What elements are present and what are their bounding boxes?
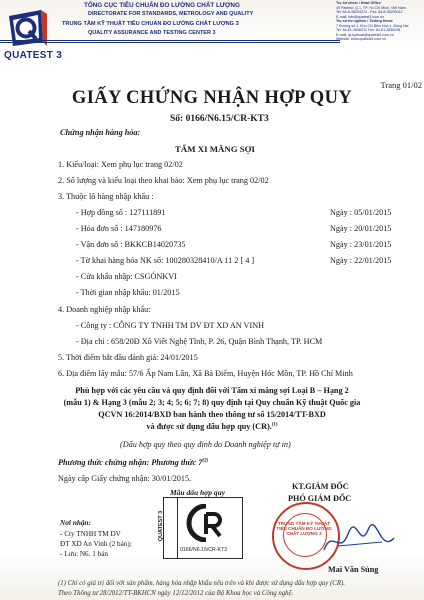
certification-method-text: Phương thức chứng nhận: Phương thức 7: [58, 458, 203, 467]
product-label: Chứng nhận hàng hóa:: [60, 128, 141, 137]
header-rule: [0, 40, 340, 41]
contract-no: - Hợp đồng số : 127111891: [76, 208, 166, 217]
invoice-date: Ngày : 20/01/2015: [330, 224, 392, 233]
conformity-line-4-text: và được sử dụng dấu hợp quy (CR).: [146, 422, 272, 431]
conformity-mark: [158, 497, 243, 559]
conformity-line-2: (mẫu 1) & Hạng 3 (mẫu 2; 3; 4; 5; 6; 7; 8) quy định tại Quy chuẩn Kỹ thuật Quốc gia: [63, 398, 361, 407]
signer-name: Mai Văn Sủng: [328, 565, 379, 574]
addr-line: 7 Đường số 1, Khu CN Biên Hòa 1, Đồng Nai: [336, 23, 409, 28]
conformity-mark-side: [164, 498, 178, 558]
address-block: [336, 1, 408, 42]
org-line-4: QUALITY ASSURANCE AND TESTING CENTER 3: [88, 30, 216, 36]
bill-no: - Vận đơn số : BKKCB14020735: [76, 240, 186, 249]
bill-date: Ngày : 23/01/2015: [330, 240, 392, 249]
mark-side-label: QUATEST 3: [158, 510, 165, 542]
item-4: 4. Doanh nghiệp nhập khẩu:: [58, 305, 151, 314]
item-5: 5. Thời điểm bắt đầu đánh giá: 24/01/2015: [58, 353, 198, 362]
addr-line: Tel: 84-61-3836212 Fax: 84-61-3836298: [336, 28, 401, 32]
signer-title-1: KT.GIÁM ĐỐC: [292, 482, 349, 491]
addr-head-2: Trụ sở thí nghiệm / Testing Home: [336, 19, 393, 23]
certificate-number: Số: 0166/N6.15/CR-KT3: [170, 114, 269, 124]
company-address: - Địa chỉ : 658/20Đ Xô Viết Nghệ Tĩnh, P. 26, Quận Bình Thạnh, TP. HCM: [76, 337, 323, 346]
product-name: TẤM XI MĂNG SỢI: [175, 144, 255, 154]
addr-line: Website: www.quatest3.com.vn: [336, 37, 386, 41]
company-name: - Công ty : CÔNG TY TNHH TM DV ĐT XD AN VINH: [76, 321, 265, 330]
mark-usage-note: (Dấu hợp quy theo quy định do Doanh nghiệp tự in): [120, 440, 291, 449]
certificate-title: GIẤY CHỨNG NHẬN HỢP QUY: [71, 88, 353, 108]
mark-caption: Mẫu dấu hợp quy: [170, 488, 226, 497]
customs-no: - Tờ khai hàng hóa NK số: 100280328410/A 11 2 [ 4 ]: [76, 256, 255, 265]
stamp-text: TRUNG TÂM KỸ THUẬT TIÊU CHUẨN ĐO LƯỜNG CHẤT LƯỢNG 3: [276, 521, 332, 537]
certification-method: [58, 458, 208, 467]
addr-line: E-mail: info@quatest3.com.vn: [336, 14, 384, 19]
addr-line: Tel: 84-8-38294274 - Fax: 84-8-38293012: [336, 10, 403, 14]
addr-line: E-mail: qt-kythuat@quatest3.com.vn: [336, 32, 394, 37]
footnote-1: (1) Chỉ có giá trị đối với sản phẩm, hàng hóa nhập khẩu nêu trên và khi được sử dụng dấu hợp quy (CR).: [58, 580, 345, 587]
footnote-2: Theo Thông tư 28/2012/TT-BKHCN ngày 12/12/2012 của Bộ Khoa học và Công nghệ.: [58, 590, 294, 597]
item-2: 2. Số lượng và kiểu loại theo khai báo: Xem phụ lục trang 02/02: [58, 176, 269, 185]
cr-mark-icon: [184, 504, 228, 542]
contract-date: Ngày : 05/01/2015: [330, 208, 392, 217]
conformity-line-1: Phù hợp với các yêu cầu và quy định đối với Tấm xi măng sợi Loại B – Hạng 2: [75, 386, 349, 395]
customs-date: Ngày : 22/01/2015: [330, 256, 392, 265]
header-rule-thin: [0, 42, 340, 43]
recipient-1: - Cty TNHH TM DV: [60, 530, 121, 538]
item-1: 1. Kiểu/loại: Xem phụ lục trang 02/02: [58, 160, 183, 169]
method-footnote-ref: (2): [202, 458, 209, 464]
page-number: Trang 01/02: [380, 80, 422, 90]
invoice-no: - Hóa đơn số : 147180976: [76, 224, 162, 233]
conformity-footnote-ref: (1): [271, 422, 278, 428]
item-6: 6. Địa điểm lấy mẫu: 57/6 Ấp Nam Lân, Xã Bà Điểm, Huyện Hóc Môn, TP. Hồ Chí Minh: [58, 369, 353, 378]
import-time: - Thời gian nhập khẩu: 01/2015: [76, 288, 180, 297]
quatest-logo-icon: [5, 8, 49, 50]
recipient-3: - Lưu: N6. 1 bản: [60, 550, 109, 558]
recipient-2: ĐT XD An Vinh (2 bản);: [60, 540, 132, 548]
issue-date: Ngày cấp Giấy chứng nhận: 30/01/2015.: [58, 474, 192, 483]
addr-head: Trụ sở chính / Head Office: [336, 1, 381, 5]
port-of-entry: - Cửa khẩu nhập: CSGÓNKVI: [76, 272, 177, 281]
org-line-3: TRUNG TÂM KỸ THUẬT TIÊU CHUẨN ĐO LƯỜNG CHẤT LƯỢNG 3: [62, 21, 239, 27]
item-3: 3. Thuộc lô hàng nhập khẩu :: [58, 192, 154, 201]
logo-text: QUATEST 3: [4, 50, 63, 61]
conformity-line-4: [0, 422, 424, 431]
signature-icon: [320, 520, 400, 560]
addr-line: 49 Pasteur, Q.1, TP. Hồ Chí Minh, Việt Nam: [336, 5, 406, 10]
recipients-heading: Nơi nhận:: [60, 519, 91, 527]
conformity-line-3: QCVN 16:2014/BXD ban hành theo thông tư số 15/2014/TT-BXD: [98, 410, 326, 419]
mark-code: 0166/N6.15/CR-KT3: [180, 547, 227, 553]
org-line-1: TỔNG CỤC TIÊU CHUẨN ĐO LƯỜNG CHẤT LƯỢNG: [84, 2, 240, 9]
signer-title-2: PHÓ GIÁM ĐỐC: [288, 494, 352, 503]
org-line-2: DIRECTORATE FOR STANDARDS, METROLOGY AND QUALITY: [88, 11, 254, 17]
